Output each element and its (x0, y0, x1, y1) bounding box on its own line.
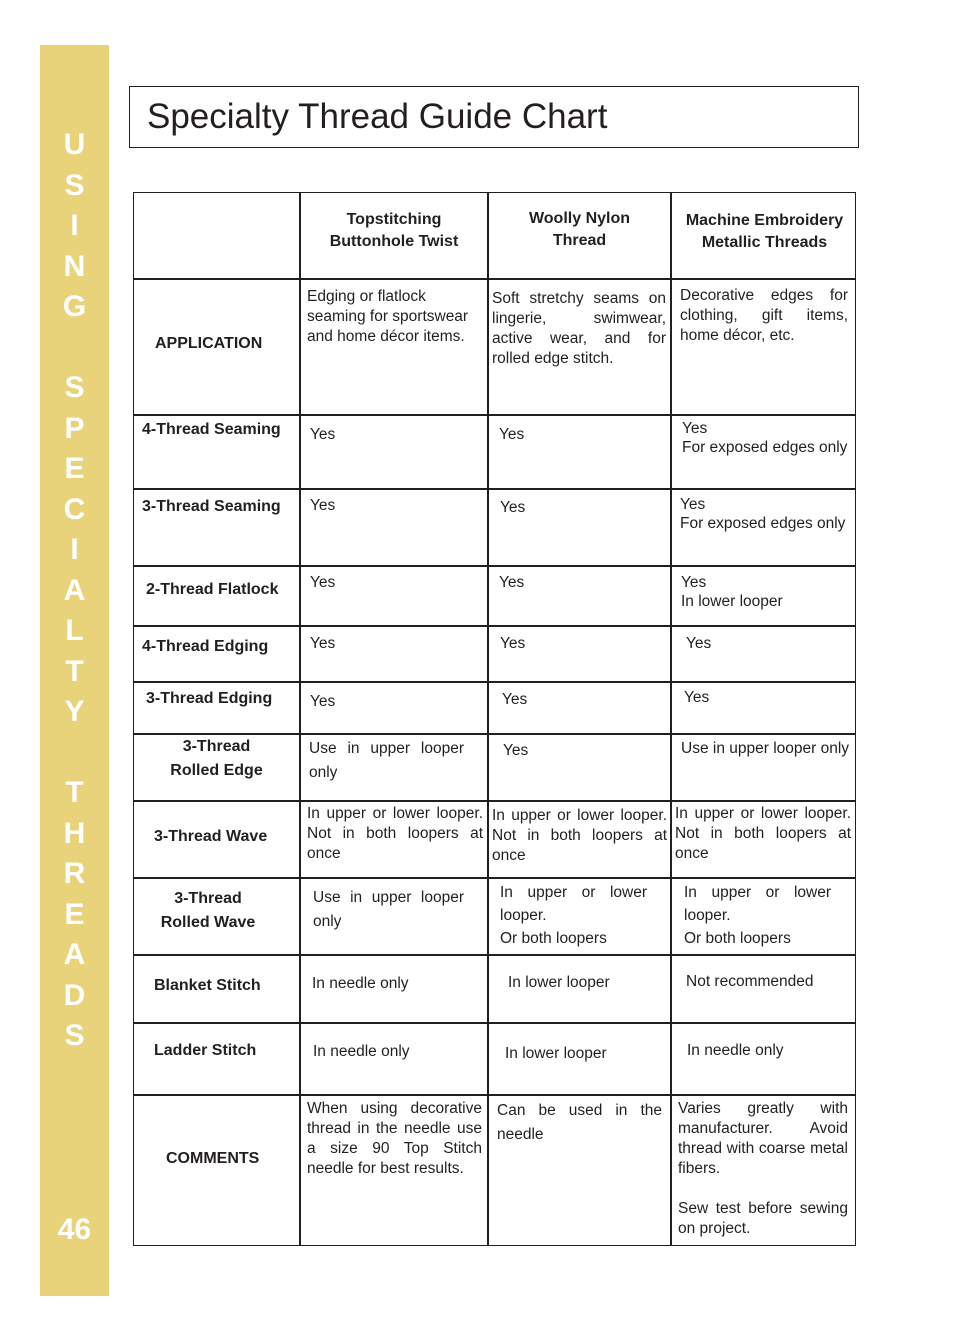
grid-line (134, 414, 855, 416)
table-cell: Yes (502, 691, 528, 708)
table-cell: In needle only (313, 1043, 410, 1060)
grid-line (134, 488, 855, 490)
table-cell: Yes (499, 574, 525, 591)
table-cell: Soft stretchy seams on lingerie, swimwear, active wear, and for rolled edge stitch. (492, 290, 666, 367)
grid-line (299, 193, 301, 1245)
table-cell: Use in upper looper only (313, 889, 464, 930)
table-cell: In upper or lower looper. Or both loopers (500, 884, 647, 947)
grid-line (134, 877, 855, 879)
table-cell: In upper or lower looper. Not in both loopers at once (675, 805, 851, 862)
grid-line (134, 1094, 855, 1096)
grid-line (670, 193, 672, 1245)
table-cell: Yes (686, 635, 712, 652)
side-letter: E (64, 897, 85, 931)
table-cell: In upper or lower looper. Not in both loopers at once (307, 805, 483, 862)
table-cell: Yes (503, 742, 529, 759)
side-letter: P (64, 411, 85, 445)
table-cell: Yes (500, 635, 526, 652)
table-cell: In upper or lower looper. Or both loopers (684, 884, 831, 947)
table-cell: Use in upper looper only (681, 740, 850, 757)
row-label: APPLICATION (155, 335, 263, 352)
table-cell: In lower looper (505, 1045, 607, 1062)
grid-line (134, 625, 855, 627)
side-letter: S (64, 1019, 85, 1052)
table-cell: Yes (310, 426, 336, 443)
table-cell: When using decorative thread in the needle use a size 90 Top Stitch needle for best results. (307, 1100, 482, 1177)
table-cell: Yes (310, 497, 336, 514)
row-label: 3-Thread Wave (154, 828, 268, 845)
side-letter: E (64, 452, 85, 485)
grid-line (134, 954, 855, 956)
side-letter: Y (64, 695, 85, 728)
title-box (129, 86, 859, 148)
side-letter: S (64, 371, 85, 404)
grid-line (134, 278, 855, 280)
thread-guide-table (133, 192, 856, 1246)
column-header: Topstitching Buttonhole Twist (329, 211, 459, 250)
side-letter: G (62, 290, 87, 323)
table-cell: In upper or lower looper. Not in both loopers at once (492, 807, 667, 864)
grid-line (134, 565, 855, 567)
table-cell: Use in upper looper only (309, 740, 464, 781)
table-cell: Yes (310, 574, 336, 591)
row-label: 3-Thread Edging (146, 690, 273, 707)
table-cell: Decorative edges for clothing, gift items, home décor, etc. (680, 287, 848, 344)
side-letter: A (63, 573, 86, 607)
table-cell: Edging or flatlock seaming for sportswear and home décor items. (307, 288, 469, 345)
side-letter: I (70, 533, 79, 566)
side-letter: N (63, 249, 86, 283)
section-side-tab (40, 45, 109, 1296)
column-header: Woolly Nylon Thread (528, 210, 631, 249)
table-cell: Yes In lower looper (681, 574, 783, 610)
grid-line (487, 193, 489, 1245)
table-cell: Yes For exposed edges only (682, 420, 848, 456)
page-number: 46 (57, 1213, 92, 1246)
side-letter: T (65, 776, 84, 809)
table-cell: Can be used in the needle (497, 1102, 662, 1143)
side-letter: U (63, 128, 86, 161)
table-cell: Varies greatly with manufacturer. Avoid thread with coarse metal fibers. Sew test before sewing on project. (678, 1100, 848, 1237)
table-cell: Yes (310, 635, 336, 652)
table-cell: In lower looper (508, 974, 610, 991)
page-title: Specialty Thread Guide Chart (147, 97, 608, 136)
row-label: Ladder Stitch (154, 1042, 257, 1059)
side-letter: D (63, 978, 86, 1012)
side-letter: A (63, 938, 86, 971)
row-label: COMMENTS (166, 1150, 260, 1167)
grid-line (134, 800, 855, 802)
table-cell: Not recommended (686, 973, 814, 990)
table-cell: Yes (684, 689, 710, 706)
side-letter: C (63, 492, 86, 526)
side-letter: T (65, 654, 84, 688)
table-cell: In needle only (687, 1042, 784, 1059)
row-label: 4-Thread Edging (142, 638, 269, 655)
side-letter: I (70, 209, 79, 242)
grid-line (134, 1022, 855, 1024)
table-cell: Yes (499, 426, 525, 443)
side-letter: L (65, 614, 84, 647)
column-header: Machine Embroidery Metallic Threads (685, 212, 844, 251)
row-label: 4-Thread Seaming (142, 421, 281, 438)
table-cell: In needle only (312, 975, 409, 992)
table-cell: Yes For exposed edges only (680, 496, 846, 532)
section-title-vertical (40, 125, 109, 1057)
side-letter: R (63, 857, 86, 890)
grid-line (134, 681, 855, 683)
row-label: 2-Thread Flatlock (146, 581, 279, 598)
row-label: 3-Thread Rolled Wave (160, 890, 256, 931)
row-label: 3-Thread Seaming (142, 498, 281, 515)
side-letter: S (64, 168, 85, 202)
table-cell: Yes (310, 693, 336, 710)
table-cell: Yes (500, 499, 526, 516)
row-label: Blanket Stitch (154, 977, 261, 994)
row-label: 3-Thread Rolled Edge (170, 738, 263, 779)
side-letter: H (63, 816, 86, 850)
